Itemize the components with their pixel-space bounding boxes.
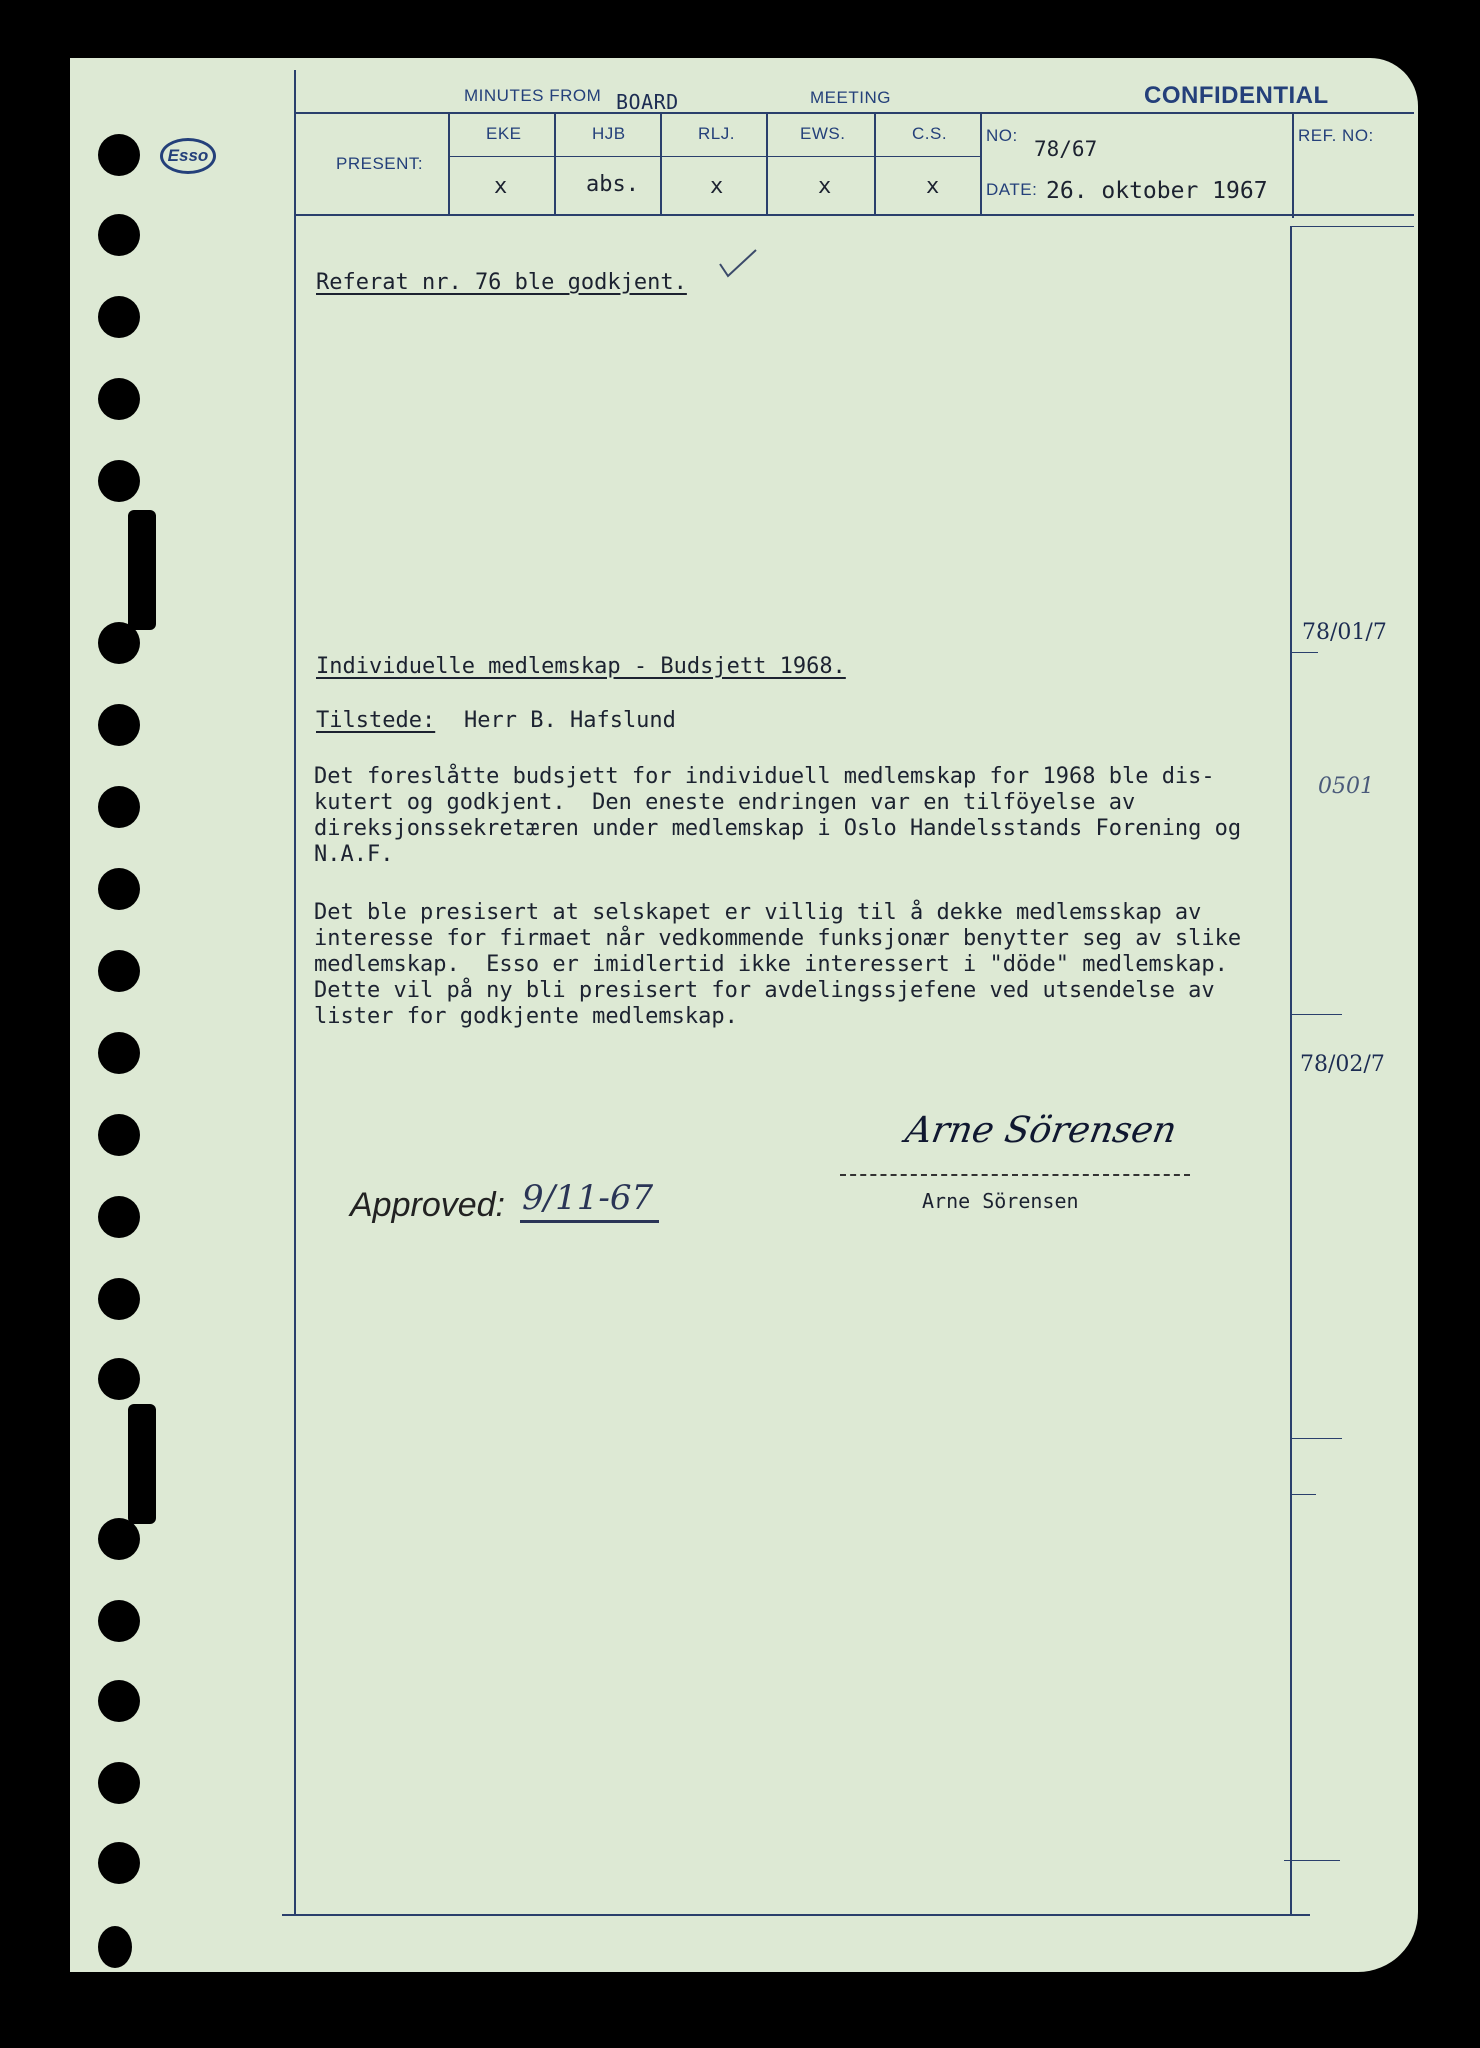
signature-line bbox=[840, 1174, 1190, 1176]
present-heading: Tilstede: bbox=[316, 708, 436, 733]
paragraph-line: Dette vil på ny bli presisert for avdelingssjefene ved utsendelse av bbox=[314, 978, 1215, 1003]
paragraph-line: direksjonssekretæren under medlemskap i Oslo Handelsstands Forening og bbox=[314, 816, 1242, 841]
binder-tab bbox=[128, 1404, 156, 1524]
margin-ref: 78/01/7 bbox=[1302, 620, 1387, 645]
binder-hole bbox=[98, 134, 140, 176]
binder-hole bbox=[98, 1358, 140, 1400]
present-label: PRESENT: bbox=[336, 154, 424, 173]
checkmark-icon bbox=[716, 246, 760, 284]
margin-ref: 78/02/7 bbox=[1300, 1052, 1385, 1077]
binder-hole bbox=[98, 1600, 140, 1642]
attendance-mark: x bbox=[818, 174, 832, 199]
binder-hole bbox=[98, 622, 140, 664]
no-label: NO: bbox=[986, 126, 1018, 145]
binder-hole bbox=[98, 1114, 140, 1156]
document-page bbox=[70, 58, 1418, 1972]
binder-hole bbox=[98, 296, 140, 338]
binder-hole bbox=[98, 868, 140, 910]
attendee-initials: C.S. bbox=[912, 124, 948, 143]
meeting-label: MEETING bbox=[810, 88, 891, 107]
attendee-initials: EWS. bbox=[800, 124, 846, 143]
paragraph-line: N.A.F. bbox=[314, 842, 394, 867]
binder-tab bbox=[128, 510, 156, 630]
paragraph-line: Det ble presisert at selskapet er villig til å dekke medlemsskap av bbox=[314, 900, 1202, 925]
date-value: 26. oktober 1967 bbox=[1046, 178, 1268, 204]
approved-label: Approved: bbox=[350, 1186, 505, 1224]
binder-hole bbox=[98, 1278, 140, 1320]
attendance-mark: x bbox=[710, 174, 724, 199]
binder-hole bbox=[98, 1032, 140, 1074]
binder-hole bbox=[98, 1842, 140, 1884]
attendee-initials: HJB bbox=[592, 124, 626, 143]
paragraph-line: kutert og godkjent. Den eneste endringen var en tilföyelse av bbox=[314, 790, 1136, 815]
binder-hole bbox=[98, 1518, 140, 1560]
binder-hole bbox=[98, 378, 140, 420]
binder-hole bbox=[98, 1762, 140, 1804]
confidential-label: CONFIDENTIAL bbox=[1144, 82, 1329, 109]
attendee-initials: RLJ. bbox=[698, 124, 735, 143]
binder-hole bbox=[98, 214, 140, 256]
minutes-from-value: BOARD bbox=[616, 90, 679, 114]
binder-hole bbox=[98, 1926, 132, 1968]
paragraph-line: lister for godkjente medlemskap. bbox=[314, 1004, 738, 1029]
minutes-from-label: MINUTES FROM bbox=[464, 86, 602, 105]
handwritten-signature: Arne Sörensen bbox=[902, 1110, 1180, 1151]
esso-logo: Esso bbox=[160, 138, 216, 174]
item-title: Individuelle medlemskap - Budsjett 1968. bbox=[316, 654, 846, 679]
attendance-mark: abs. bbox=[586, 172, 639, 197]
ref-no-label: REF. NO: bbox=[1298, 126, 1374, 145]
approved-date: 9/11-67 bbox=[520, 1178, 659, 1223]
paragraph-line: interesse for firmaet når vedkommende funksjonær benytter seg av slike bbox=[314, 926, 1242, 951]
binder-hole bbox=[98, 1196, 140, 1238]
date-label: DATE: bbox=[986, 180, 1038, 199]
binder-hole bbox=[98, 704, 140, 746]
paragraph-line: medlemskap. Esso er imidlertid ikke interessert i "döde" medlemskap. bbox=[314, 952, 1228, 977]
no-value: 78/67 bbox=[1034, 137, 1098, 161]
attendance-mark: x bbox=[926, 174, 940, 199]
item-approval-of-minutes: Referat nr. 76 ble godkjent. bbox=[316, 270, 687, 295]
binder-hole bbox=[98, 786, 140, 828]
attendance-mark: x bbox=[494, 174, 508, 199]
present-value: Herr B. Hafslund bbox=[464, 708, 676, 733]
binder-hole bbox=[98, 950, 140, 992]
binder-hole bbox=[98, 1680, 140, 1722]
margin-ref-handwritten: 0501 bbox=[1318, 774, 1374, 799]
binder-hole bbox=[98, 460, 140, 502]
signatory-name: Arne Sörensen bbox=[922, 1189, 1079, 1213]
paragraph-line: Det foreslåtte budsjett for individuell medlemskap for 1968 ble dis- bbox=[314, 764, 1215, 789]
attendee-initials: EKE bbox=[486, 124, 522, 143]
